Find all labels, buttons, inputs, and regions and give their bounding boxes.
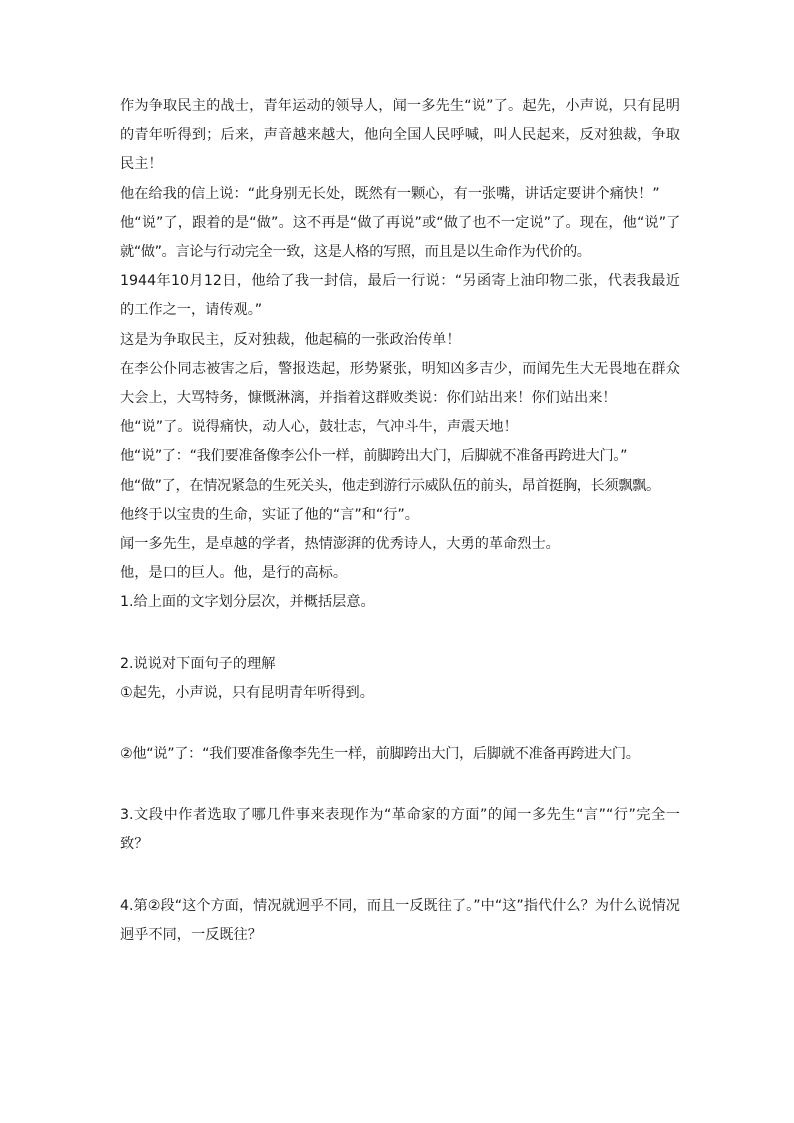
passage-paragraph-3: 他“说”了，跟着的是“做”。这不再是“做了再说”或“做了也不一定说”了。现在，他“说”了就“做”。言论与行动完全一致，这是人格的写照，而且是以生命作为代价的。 <box>120 214 680 261</box>
passage-paragraph-5: 这是为争取民主，反对独裁，他起稿的一张政治传单！ <box>120 331 461 348</box>
passage-paragraph-12: 他，是口的巨人。他，是行的高标。 <box>120 565 348 582</box>
question-4: 4.第②段“这个方面，情况就迥乎不同，而且一反既往了。”中“这”指代什么？为什么说情况迥乎不同，一反既往？ <box>120 897 680 943</box>
passage-paragraph-11: 闻一多先生，是卓越的学者，热情澎湃的优秀诗人，大勇的革命烈士。 <box>120 536 560 553</box>
question-2: 2.说说对下面句子的理解 <box>120 655 276 672</box>
answer-space-3 <box>120 860 680 892</box>
passage-paragraph-8: 他“说”了：“我们要准备像李公仆一样，前脚跨出大门，后脚就不准备再跨进大门。” <box>120 448 628 465</box>
question-1: 1.给上面的文字划分层次，并概括层意。 <box>120 594 375 611</box>
passage-paragraph-1: 作为争取民主的战士，青年运动的领导人，闻一多先生“说”了。起先，小声说，只有昆明的青年听得到；后来，声音越来越大，他向全国人民呼喊，叫人民起来，反对独裁，争取民主！ <box>120 98 680 173</box>
answer-space-1 <box>120 618 680 650</box>
answer-space-2b <box>120 769 680 801</box>
passage-paragraph-10: 他终于以宝贵的生命，实证了他的“言”和“行”。 <box>120 506 419 523</box>
passage-paragraph-4: 1944年10月12日，他给了我一封信，最后一行说：“另函寄上油印物二张，代表我最近的工作之一，请传观。” <box>120 273 680 319</box>
question-2-item-2: ②他“说”了：“我们要准备像李先生一样，前脚跨出大门，后脚就不准备再跨进大门。 <box>120 746 640 763</box>
passage-paragraph-6: 在李公仆同志被害之后，警报迭起，形势紧张，明知凶多吉少，而闻先生大无畏地在群众大会上，大骂特务，慷慨淋漓，并指着这群败类说：你们站出来！你们站出来！ <box>120 360 680 407</box>
passage-paragraph-9: 他“做”了，在情况紧急的生死关头，他走到游行示威队伍的前头，昂首挺胸，长须飘飘。 <box>120 477 660 494</box>
question-3: 3.文段中作者选取了哪几件事来表现作为“革命家的方面”的闻一多先生“言”“行”完全一致？ <box>120 807 680 853</box>
passage-paragraph-2: 他在给我的信上说：“此身别无长处，既然有一颗心，有一张嘴，讲话定要讲个痛快！” <box>120 185 660 202</box>
document-page <box>120 92 680 950</box>
passage-paragraph-7: 他“说”了。说得痛快，动人心，鼓壮志，气冲斗牛，声震天地！ <box>120 419 518 436</box>
question-2-item-1: ①起先，小声说，只有昆明青年听得到。 <box>120 684 374 701</box>
answer-space-2a <box>120 708 680 740</box>
